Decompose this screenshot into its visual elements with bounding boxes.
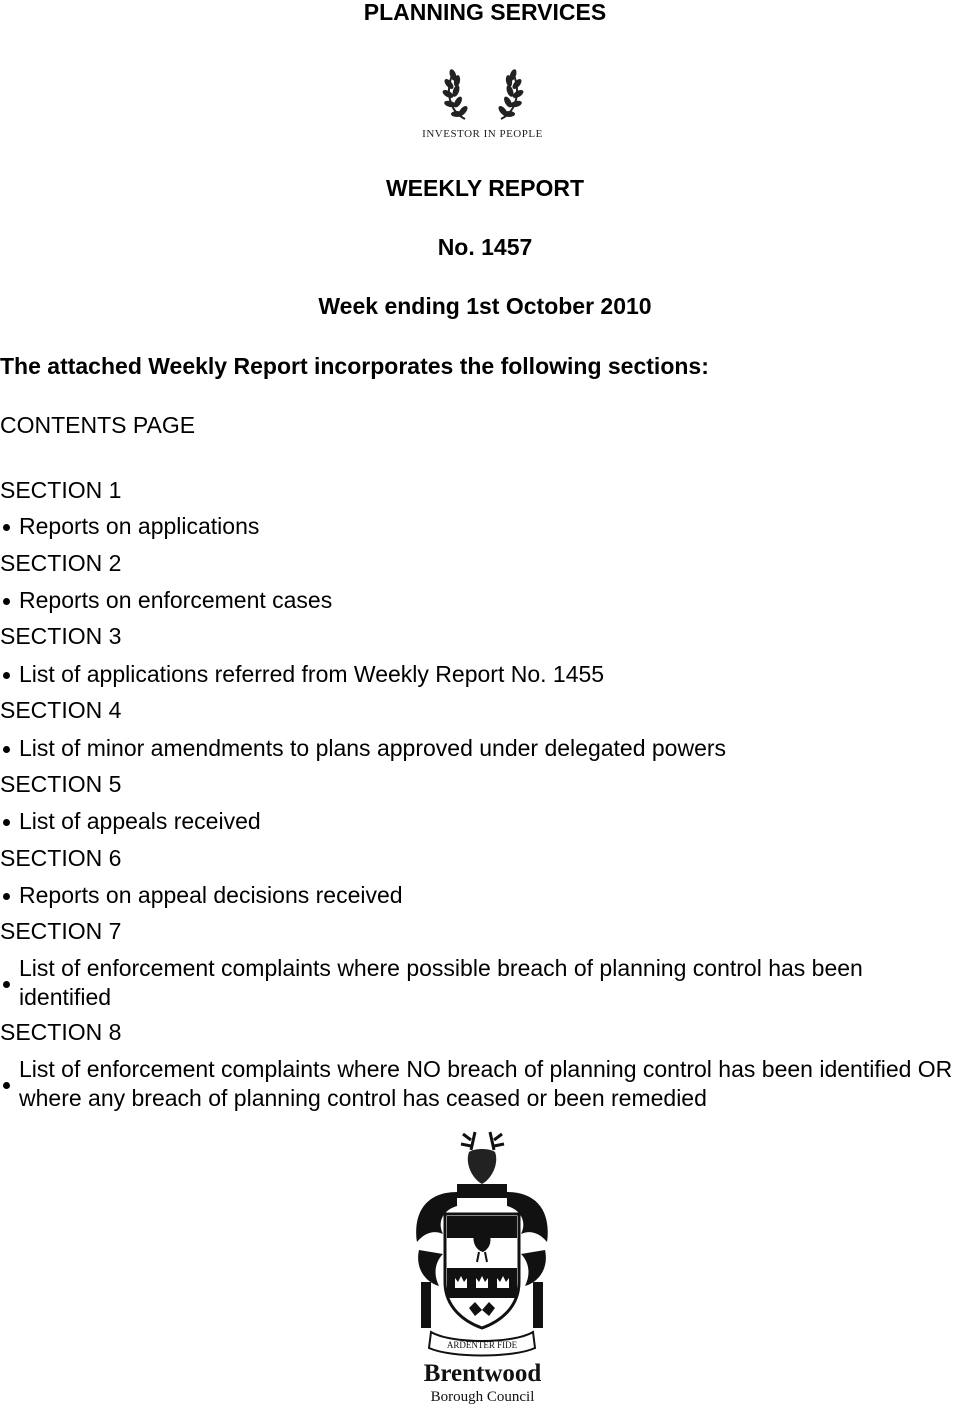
section-8-title: SECTION 8 xyxy=(0,1019,122,1045)
section-8-item xyxy=(0,1055,960,1115)
section-5-item xyxy=(0,807,960,836)
council-crest-logo xyxy=(395,1122,570,1362)
bullet-icon xyxy=(3,524,10,531)
week-ending: Week ending 1st October 2010 xyxy=(318,293,652,319)
bullet-icon xyxy=(3,893,10,900)
section-7-item xyxy=(0,954,960,1014)
section-3-title: SECTION 3 xyxy=(0,623,122,649)
section-4-title: SECTION 4 xyxy=(0,697,122,723)
section-7-item-text: List of enforcement complaints where possible breach of planning control has been identified xyxy=(19,955,863,1010)
council-name: Brentwood xyxy=(423,1360,542,1387)
section-6-item-text: Reports on appeal decisions received xyxy=(19,882,403,908)
section-1-item-text: Reports on applications xyxy=(19,513,260,539)
section-1-item xyxy=(0,512,960,541)
section-7-title: SECTION 7 xyxy=(0,918,122,944)
bullet-icon xyxy=(3,746,10,753)
section-1-title: SECTION 1 xyxy=(0,477,122,503)
section-5-title: SECTION 5 xyxy=(0,771,122,797)
department-heading: PLANNING SERVICES xyxy=(363,0,607,25)
bullet-icon xyxy=(3,819,10,826)
council-subtitle: Borough Council xyxy=(430,1389,535,1405)
intro-text: The attached Weekly Report incorporates the following sections: xyxy=(0,353,709,379)
section-2-item xyxy=(0,586,960,615)
section-4-item-text: List of minor amendments to plans approved under delegated powers xyxy=(19,735,727,761)
section-8-item-text: List of enforcement complaints where NO breach of planning control has been identified OR where any breach of planning control has ceased or been remedied xyxy=(19,1056,953,1111)
section-6-item xyxy=(0,881,960,910)
bullet-icon xyxy=(3,981,10,988)
section-3-item-text: List of applications referred from Weekly Report No. 1455 xyxy=(19,661,605,687)
section-5-item-text: List of appeals received xyxy=(19,808,261,834)
section-4-item xyxy=(0,734,960,763)
section-3-item xyxy=(0,660,960,689)
bullet-icon xyxy=(3,672,10,679)
section-2-item-text: Reports on enforcement cases xyxy=(19,587,333,613)
section-2-title: SECTION 2 xyxy=(0,550,122,576)
bullet-icon xyxy=(3,598,10,605)
section-6-title: SECTION 6 xyxy=(0,845,122,871)
investor-in-people-label: INVESTOR IN PEOPLE xyxy=(422,128,543,140)
crest-motto: ARDENTER FIDE xyxy=(446,1340,518,1350)
bullet-icon xyxy=(3,1082,10,1089)
report-number: No. 1457 xyxy=(437,234,533,260)
report-title: WEEKLY REPORT xyxy=(385,175,585,201)
contents-page-title: CONTENTS PAGE xyxy=(0,412,196,438)
